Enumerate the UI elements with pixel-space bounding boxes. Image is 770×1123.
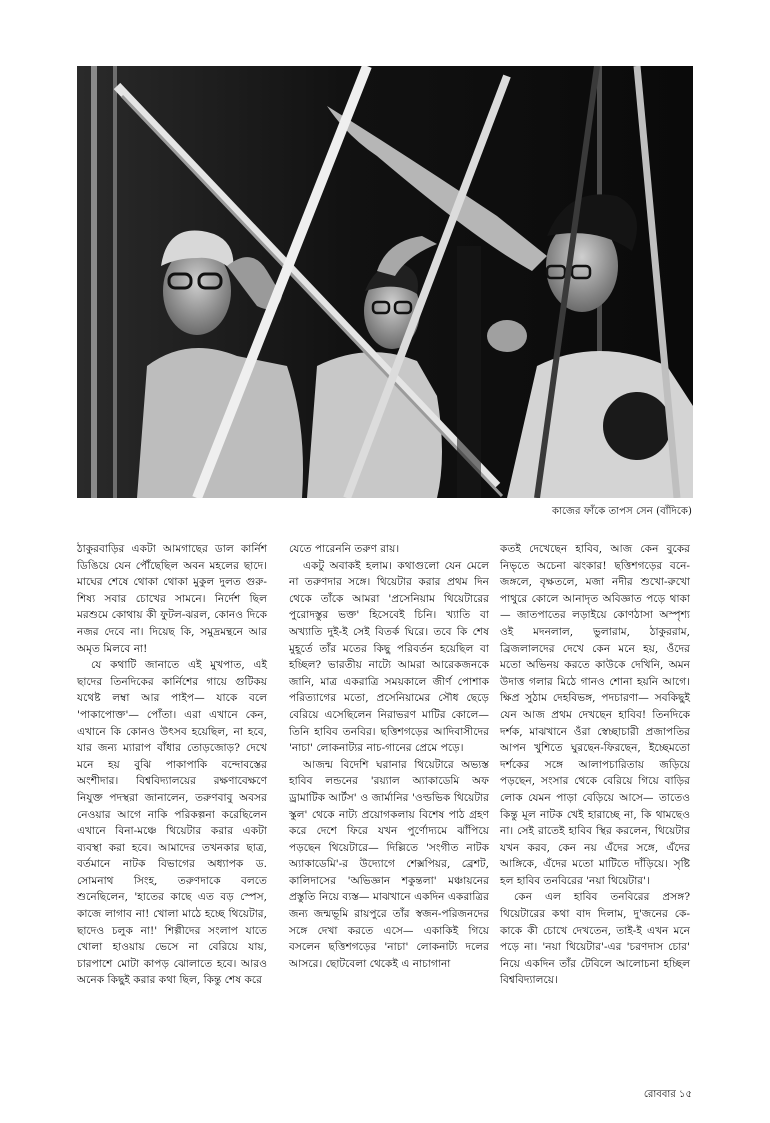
paragraph: যে কথাটি জানাতে এই মুখপাত, এই ছাদের তিনদিকের কার্নিশের গায়ে গুটিকয় যথেষ্ট লম্বা আর পাইপ— যাকে বলে 'পাকাপোক্ত'— পোঁতা। এরা এখানে কেন, এখানে কি কোনও উৎসব হয়েছিল, না হবে, যার জন্য ম্যারাপ বাঁধার তোড়জোড়? দেখে মনে হয় বুঝি পাকাপাকি বন্দোবস্তের অংশীদার। বিশ্ববিদ্যালয়ের রক্ষণাবেক্ষণে নিযুক্ত পদস্থরা জানালেন, তরুণবাবু অবসর নেওয়ার আগে নাকি পরিকল্পনা করেছিলেন এখানে বিনা-মঞ্চে থিয়েটার করার একটা ব্যবস্থা করা হবে। আমাদের তখনকার ছাত্র, বর্তমানে নাটক বিভাগের অধ্যাপক ড. সোমনাথ সিংহ, তরুণদাকে বলতে শুনেছিলেন, 'হাতের কাছে এত বড় স্পেস, কাজে লাগাব না! খোলা মাঠে হচ্ছে থিয়েটার, ছাদেও চলুক না!' শিল্পীদের সংলাপ যাতে খোলা হাওয়ায় ভেসে না বেরিয়ে যায়, চারপাশে মোটা কাপড় ঝোলাতে হবে। আরও অনেক কিছুই করার কথা ছিল, কিন্তু শেষ করে <box>77 659 267 987</box>
paragraph: কেন এল হাবিব তনবিরের প্রসঙ্গ? থিয়েটারের কথা বাদ দিলাম, দু'জনের কে-কাকে কী চোখে দেখতেন, তাই-ই এখন মনে পড়ে না। 'নয়া থিয়েটার'-এর 'চরণদাস চোর' নিয়ে একদিন তাঁর টেবিলে আলোচনা হচ্ছিল বিশ্ববিদ্যালয়ে। <box>500 891 690 987</box>
paragraph: আজন্ম বিদেশি ঘরানার থিয়েটারে অভ্যস্ত হাবিব লন্ডনের 'রয়্যাল অ্যাকাডেমি অফ ড্রামাটিক আর্টস' ও জার্মানির 'ওল্ডভিক থিয়েটার স্কুল' থেকে নাট্য প্রয়োগকলায় বিশেষ পাঠ গ্রহণ করে দেশে ফিরে যখন পুর্ণোদ্যমে ঝাঁপিয়ে পড়ছেন থিয়েটারে— দিল্লিতে 'সংগীত নাটক অ্যাকাডেমি'-র উদ্যোগে শেক্সপিয়র, ব্রেশট, কালিদাসের 'অভিজ্ঞান শকুন্তলা' মঞ্চায়নের প্রস্তুতি নিয়ে ব্যস্ত— মাঝখানে একদিন একরাত্রির জন্য জন্মভূমি রায়পুরে তাঁর স্বজন-পরিজনদের সঙ্গে দেখা করতে এসে— একাকিই গিয়ে বসলেন ছত্তিশগড়ের 'নাচা' লোকনাট্য দলের আসরে। ছোটবেলা থেকেই এ নাচাগানা <box>289 758 489 970</box>
article-column-3 <box>500 541 690 989</box>
article-photo <box>77 66 693 498</box>
paragraph: ঠাকুরবাড়ির একটা আমগাছের ডাল কার্নিশ ডিঙিয়ে যেন পৌঁছেছিল অবন মহলের ছাদে। মাঘের শেষে থোকা থোকা মুকুল দুলত গুরু-শিষ্য সবার চোখের সামনে। নির্দেশ ছিল মরশুমে কোথায় কী ফুটল-ঝরল, কোনও দিকে নজর দেবে না। দিয়েছ কি, সমুদ্রমন্থনে আর অমৃত মিলবে না! <box>77 543 267 655</box>
page-footer: রোববার ১৫ <box>643 1089 692 1100</box>
paragraph: যেতে পারেননি তরুণ রায়। <box>289 543 400 555</box>
photo-caption: কাজের ফাঁকে তাপস সেন (বাঁদিকে) <box>551 506 692 517</box>
article-column-1 <box>77 541 267 989</box>
photo-image <box>77 66 693 498</box>
article-column-2 <box>289 541 489 972</box>
paragraph: কতই দেখেছেন হাবিব, আজ কেন বুকের নিভৃতে অচেনা ঝংকার! ছত্তিশগড়ের বনে-জঙ্গলে, বৃক্ষতলে, মজা নদীর শুখো-রুখো পাথুরে কোলে আনাদৃত অবিজ্ঞাত পড়ে থাকা— জাতপাতের লড়াইয়ে কোণঠাসা অস্পৃশ্য ওই মদনলাল, ভুলারাম, ঠাকুররাম, ব্রিজলালদের দেখে কেন মনে হয়, ওঁদের মতো অভিনয় করতে কাউকে দেখিনি, অমন উদাত্ত গলার মিঠে গানও শোনা হয়নি আগে। ক্ষিপ্র সুঠাম দেহবিভঙ্গ, পদচারণা— সবকিছুই যেন আজ প্রথম দেখছেন হাবিব! তিনদিকে দর্শক, মাঝখানে ওঁরা স্বেচ্ছাচারী প্রজাপতির আপন খুশিতে ঘুরছেন-ফিরছেন, ইচ্ছেমতো দর্শকের সঙ্গে আলাপচারিতায় জড়িয়ে পড়ছেন, সংসার থেকে বেরিয়ে গিয়ে বাড়ির লোক যেমন পাড়া বেড়িয়ে আসে— তাতেও কিন্তু মূল নাটক খেই হারাচ্ছে না, কি থামছেও না। সেই রাতেই হাবিব স্থির করলেন, থিয়েটার যখন করব, কেন নয় এঁদের সঙ্গে, এঁদের আঙ্গিকে, এঁদের মতো মাটিতে দাঁড়িয়ে। সৃষ্টি হল হাবিব তনবিরের 'নয়া থিয়েটার'। <box>500 543 690 887</box>
paragraph: একটু অবাকই হলাম। কথাগুলো যেন মেলে না তরুণদার সঙ্গে। থিয়েটার করার প্রথম দিন থেকে তাঁকে আমরা 'প্রসেনিয়াম থিয়েটারের পুরোদস্তুর ভক্ত' হিসেবেই চিনি। খ্যাতি বা অখ্যাতি দুই-ই সেই বিতর্ক ঘিরে। তবে কি শেষ মুহূর্তে তাঁর মতের কিছু পরিবর্তন হয়েছিল বা হচ্ছিল? ভারতীয় নাট্যে আমরা আরেকজনকে জানি, মাত্র একরাত্রি সময়কালে জীর্ণ পোশাক পরিত্যাগের মতো, প্রসেনিয়ামের সৌধ ছেড়ে বেরিয়ে এসেছিলেন নিরাভরণ মাটির কোলে— তিনি হাবিব তনবির। ছত্তিশগড়ের আদিবাসীদের 'নাচা' লোকনাট্যর নাচ-গানের প্রেমে পড়ে। <box>289 559 489 755</box>
